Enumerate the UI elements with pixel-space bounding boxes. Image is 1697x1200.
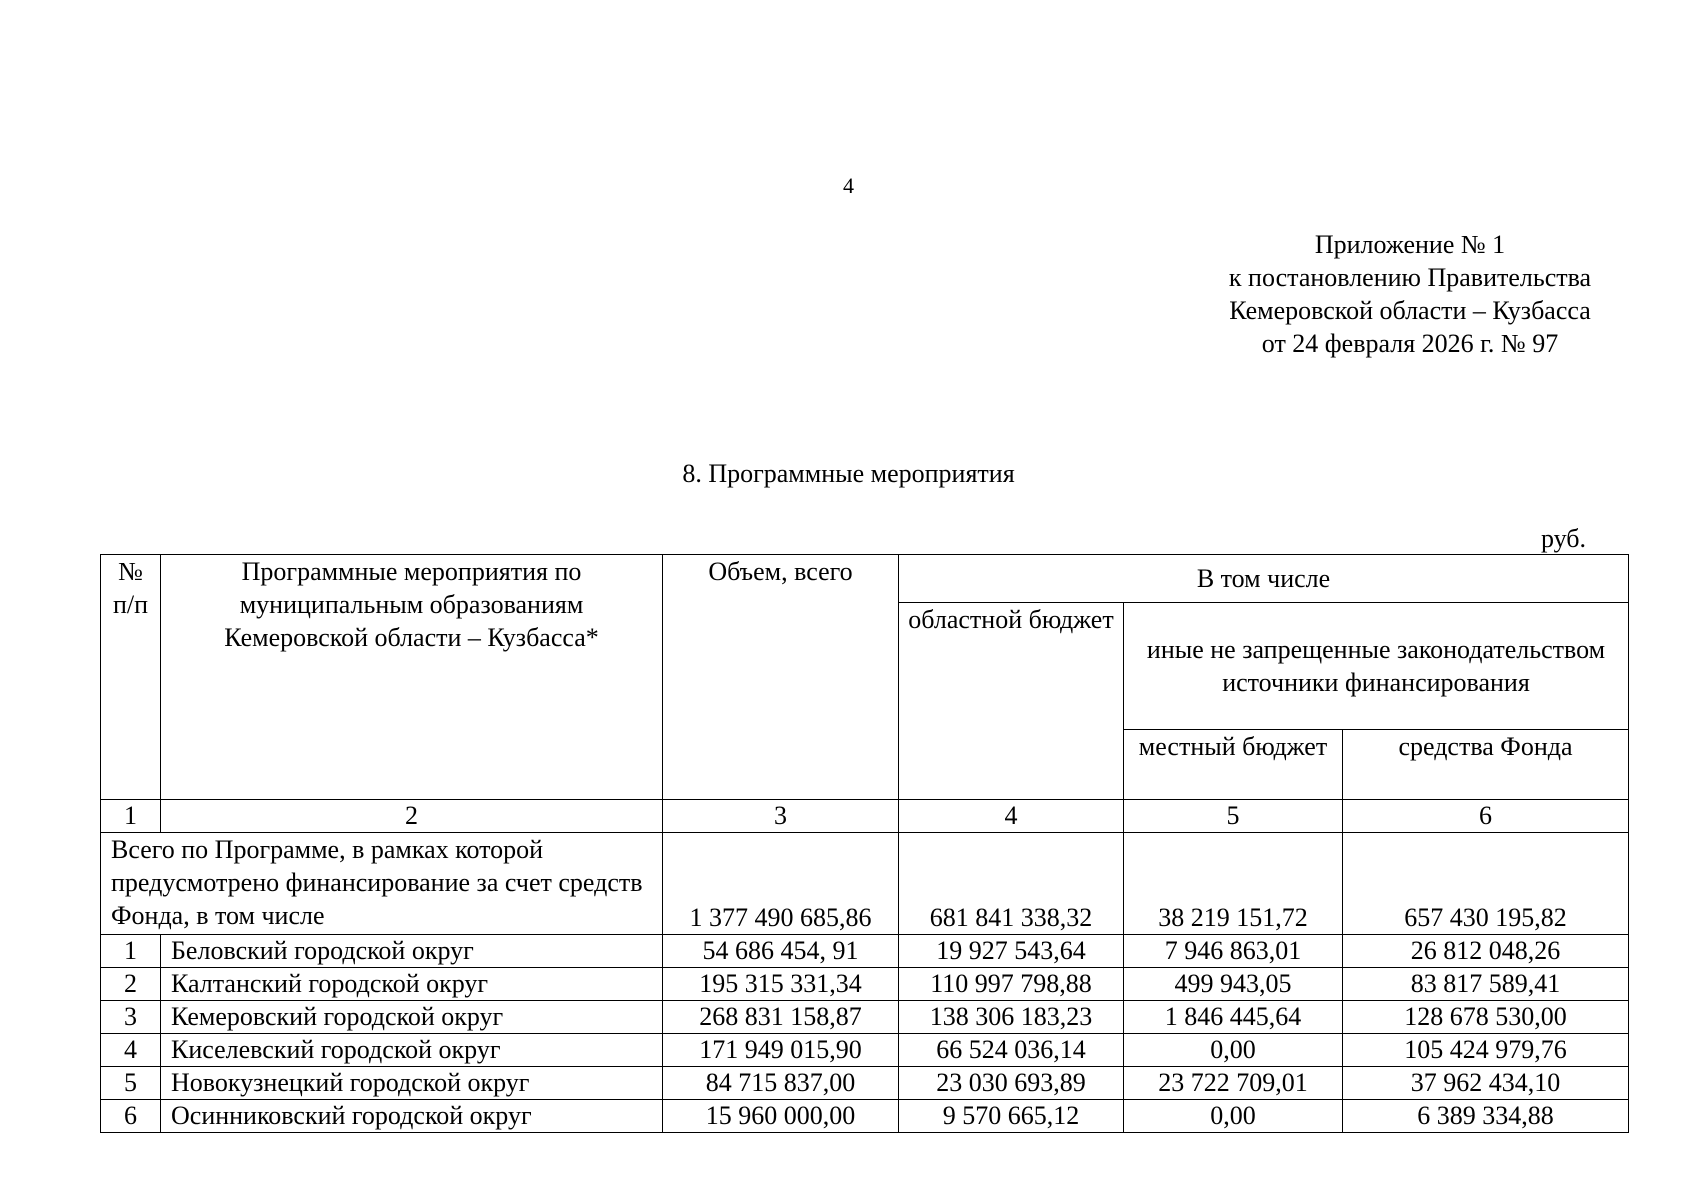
row-regional: 66 524 036,14 bbox=[899, 1034, 1124, 1067]
row-num: 4 bbox=[101, 1034, 161, 1067]
row-local: 499 943,05 bbox=[1124, 968, 1343, 1001]
header-fund: средства Фонда bbox=[1343, 730, 1629, 800]
column-number: 5 bbox=[1124, 800, 1343, 833]
table-row bbox=[101, 1034, 1629, 1067]
row-num: 3 bbox=[101, 1001, 161, 1034]
column-number: 1 bbox=[101, 800, 161, 833]
table-row bbox=[101, 968, 1629, 1001]
header-activities: Программные мероприятия по муниципальным образованиям Кемеровской области – Кузбасса* bbox=[161, 555, 663, 800]
header-including: В том числе bbox=[899, 555, 1629, 603]
row-fund: 83 817 589,41 bbox=[1343, 968, 1629, 1001]
header-regional: областной бюджет bbox=[899, 603, 1124, 800]
header-other-sources: иные не запрещенные законодательством источники финансирования bbox=[1124, 603, 1629, 730]
column-number: 6 bbox=[1343, 800, 1629, 833]
row-name: Беловский городской округ bbox=[161, 935, 663, 968]
total-volume: 1 377 490 685,86 bbox=[663, 833, 899, 935]
row-regional: 23 030 693,89 bbox=[899, 1067, 1124, 1100]
row-regional: 9 570 665,12 bbox=[899, 1100, 1124, 1133]
table-row bbox=[101, 1100, 1629, 1133]
row-fund: 105 424 979,76 bbox=[1343, 1034, 1629, 1067]
total-regional: 681 841 338,32 bbox=[899, 833, 1124, 935]
row-name: Кемеровский городской округ bbox=[161, 1001, 663, 1034]
header-local: местный бюджет bbox=[1124, 730, 1343, 800]
row-name: Осинниковский городской округ bbox=[161, 1100, 663, 1133]
column-number: 2 bbox=[161, 800, 663, 833]
row-volume: 171 949 015,90 bbox=[663, 1034, 899, 1067]
header-volume: Объем, всего bbox=[663, 555, 899, 800]
column-number: 3 bbox=[663, 800, 899, 833]
table-row bbox=[101, 1001, 1629, 1034]
row-local: 0,00 bbox=[1124, 1034, 1343, 1067]
row-regional: 138 306 183,23 bbox=[899, 1001, 1124, 1034]
row-num: 6 bbox=[101, 1100, 161, 1133]
row-fund: 6 389 334,88 bbox=[1343, 1100, 1629, 1133]
row-volume: 15 960 000,00 bbox=[663, 1100, 899, 1133]
row-num: 5 bbox=[101, 1067, 161, 1100]
row-fund: 128 678 530,00 bbox=[1343, 1001, 1629, 1034]
row-fund: 37 962 434,10 bbox=[1343, 1067, 1629, 1100]
row-num: 2 bbox=[101, 968, 161, 1001]
row-volume: 268 831 158,87 bbox=[663, 1001, 899, 1034]
appendix-block bbox=[1180, 228, 1640, 360]
row-name: Киселевский городской округ bbox=[161, 1034, 663, 1067]
row-regional: 110 997 798,88 bbox=[899, 968, 1124, 1001]
appendix-line-3: Кемеровской области – Кузбасса bbox=[1229, 296, 1591, 325]
appendix-line-2: к постановлению Правительства bbox=[1228, 263, 1592, 292]
header-num: № п/п bbox=[101, 555, 161, 800]
appendix-line-4: от 24 февраля 2026 г. № 97 bbox=[1261, 329, 1559, 358]
column-number: 4 bbox=[899, 800, 1124, 833]
row-num: 1 bbox=[101, 935, 161, 968]
column-numbers-row bbox=[101, 800, 1629, 833]
unit-label: руб. bbox=[1540, 524, 1586, 553]
row-volume: 54 686 454, 91 bbox=[663, 935, 899, 968]
row-local: 23 722 709,01 bbox=[1124, 1067, 1343, 1100]
row-volume: 195 315 331,34 bbox=[663, 968, 899, 1001]
appendix-line-1: Приложение № 1 bbox=[1314, 230, 1506, 259]
row-local: 7 946 863,01 bbox=[1124, 935, 1343, 968]
table-row bbox=[101, 935, 1629, 968]
program-table bbox=[100, 554, 1629, 1133]
row-fund: 26 812 048,26 bbox=[1343, 935, 1629, 968]
table-row bbox=[101, 1067, 1629, 1100]
row-volume: 84 715 837,00 bbox=[663, 1067, 899, 1100]
total-label: Всего по Программе, в рамках которой предусмотрено финансирование за счет средств Фонда, в том числе bbox=[101, 833, 663, 935]
total-row bbox=[101, 833, 1629, 935]
total-fund: 657 430 195,82 bbox=[1343, 833, 1629, 935]
row-local: 1 846 445,64 bbox=[1124, 1001, 1343, 1034]
row-local: 0,00 bbox=[1124, 1100, 1343, 1133]
row-regional: 19 927 543,64 bbox=[899, 935, 1124, 968]
total-local: 38 219 151,72 bbox=[1124, 833, 1343, 935]
row-name: Новокузнецкий городской округ bbox=[161, 1067, 663, 1100]
section-title: 8. Программные мероприятия bbox=[682, 459, 1015, 488]
row-name: Калтанский городской округ bbox=[161, 968, 663, 1001]
page-number: 4 bbox=[843, 173, 854, 198]
